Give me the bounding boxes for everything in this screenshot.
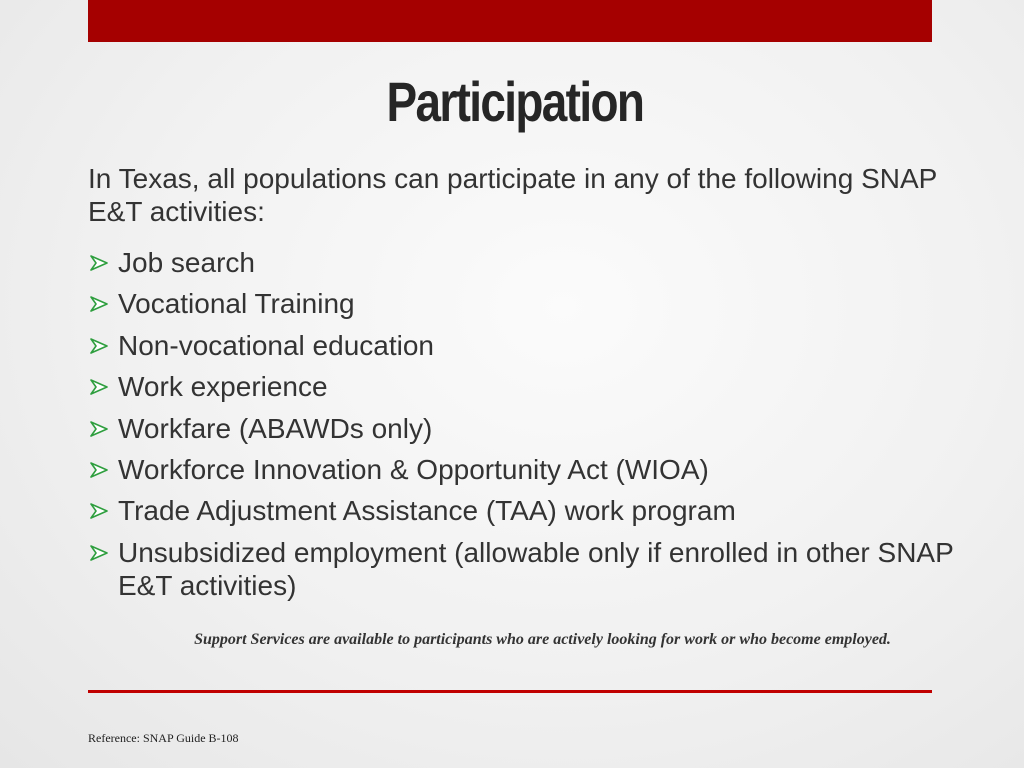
arrow-bullet-icon <box>90 462 108 478</box>
list-item-label: Vocational Training <box>118 288 355 320</box>
list-item-label: Work experience <box>118 371 328 403</box>
arrow-bullet-icon <box>90 255 108 271</box>
arrow-bullet-icon <box>90 296 108 312</box>
list-item <box>88 287 988 320</box>
list-item-label: Unsubsidized employment (allowable only if enrolled in other SNAP E&T activities) <box>118 536 954 601</box>
arrow-bullet-icon <box>90 379 108 395</box>
intro-text: In Texas, all populations can participate in any of the following SNAP E&T activities: <box>88 163 937 227</box>
activity-list <box>88 246 988 610</box>
list-item-label: Job search <box>118 247 255 278</box>
list-item <box>88 329 988 362</box>
list-item <box>88 246 988 279</box>
bottom-divider <box>88 690 932 693</box>
arrow-bullet-icon <box>90 338 108 354</box>
list-item-label: Trade Adjustment Assistance (TAA) work program <box>118 495 736 527</box>
slide-title: Participation <box>386 70 644 133</box>
list-item <box>88 536 988 602</box>
list-item-label: Non-vocational education <box>118 329 434 361</box>
list-item <box>88 453 988 486</box>
list-item-label: Workfare (ABAWDs only) <box>118 412 433 444</box>
arrow-bullet-icon <box>90 545 108 561</box>
list-item <box>88 412 988 445</box>
support-services-note: Support Services are available to participants who are actively looking for work or who become employed. <box>194 631 891 648</box>
arrow-bullet-icon <box>90 421 108 437</box>
arrow-bullet-icon <box>90 503 108 519</box>
top-accent-bar <box>88 0 932 42</box>
reference-footnote: Reference: SNAP Guide B-108 <box>88 731 239 745</box>
list-item-label: Workforce Innovation & Opportunity Act (WIOA) <box>118 453 709 485</box>
list-item <box>88 370 988 403</box>
list-item <box>88 494 988 527</box>
